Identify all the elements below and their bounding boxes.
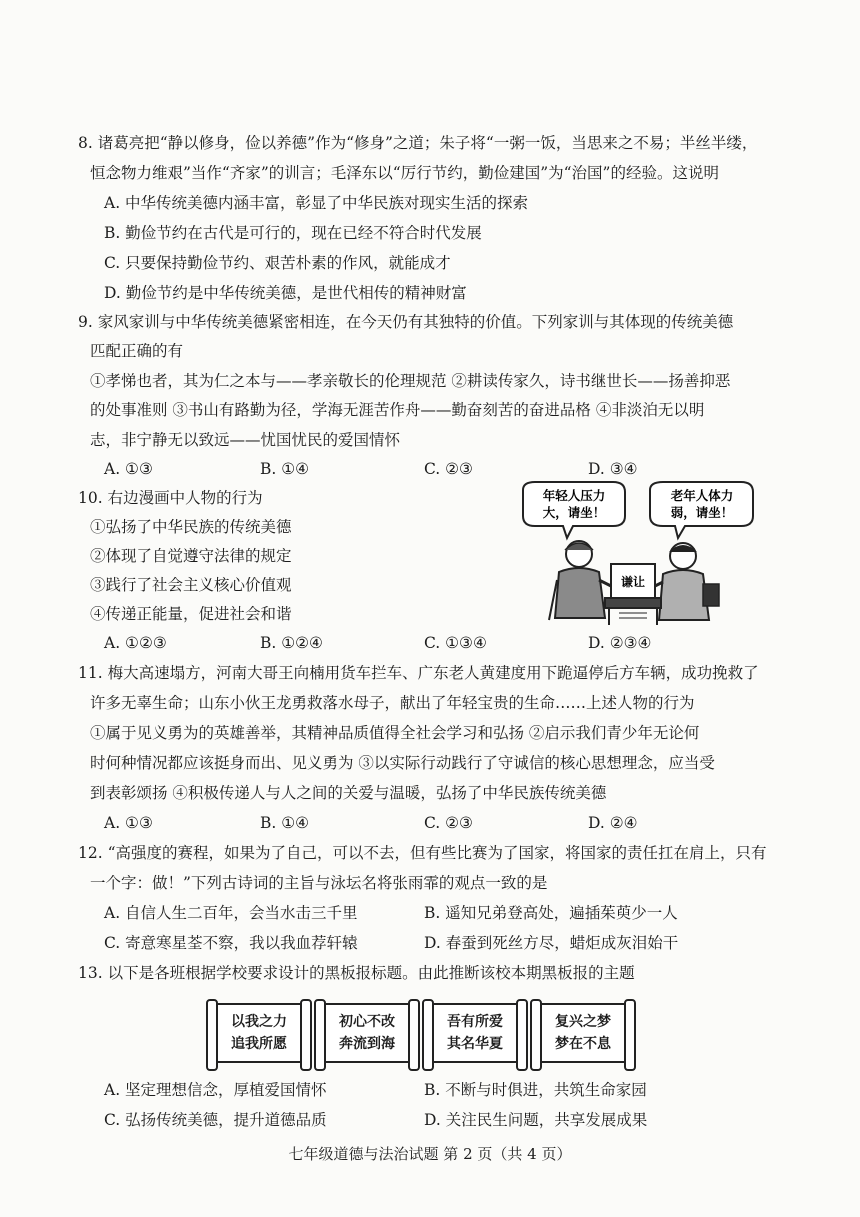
scroll-3-line-2: 其名华夏	[447, 1036, 503, 1052]
q12-option-b: B. 遥知兄弟登高处，遍插茱萸少一人	[424, 904, 678, 922]
blackboard-title-scroll-4	[537, 1003, 629, 1063]
page-footer: 七年级道德与法治试题 第 2 页（共 4 页）	[288, 1145, 572, 1163]
q12-option-a: A. 自信人生二百年，会当水击三千里	[104, 904, 358, 922]
q12-stem-line1: 12. “高强度的赛程，如果为了自己，可以不去，但有些比赛为了国家，将国家的责任扛在肩上，只有	[78, 844, 767, 862]
q9-item-line2: 的处事准则 ③书山有路勤为径，学海无涯苦作舟——勤奋刻苦的奋进品格 ④非淡泊无以明	[90, 401, 705, 419]
q8-stem-line2: 恒念物力维艰”当作“齐家”的训言；毛泽东以“厉行节约，勤俭建国”为“治国”的经验。这说明	[90, 164, 719, 182]
q10-option-b: B. ①②④	[260, 634, 323, 652]
scroll-4-line-2: 梦在不息	[555, 1036, 611, 1052]
q9-stem-line2: 匹配正确的有	[90, 342, 184, 360]
bubble-left-text: 年轻人压力大，请坐！	[542, 488, 606, 520]
seat-icon	[605, 564, 661, 625]
q13-option-b: B. 不断与时俱进，共筑生命家园	[424, 1081, 647, 1099]
q9-item-line1: ①孝悌也者，其为仁之本与——孝亲敬长的伦理规范 ②耕读传家久，诗书继世长——扬善抑恶	[90, 372, 731, 390]
q9-option-a: A. ①③	[104, 460, 153, 478]
q10-item-1: ①弘扬了中华民族的传统美德	[90, 518, 292, 536]
q13-option-a: A. 坚定理想信念，厚植爱国情怀	[104, 1081, 327, 1099]
q10-option-a: A. ①②③	[104, 634, 167, 652]
q11-stem-line2: 许多无辜生命；山东小伙王龙勇救落水母子，献出了年轻宝贵的生命……上述人物的行为	[90, 694, 695, 712]
q13-option-c: C. 弘扬传统美德，提升道德品质	[104, 1111, 327, 1129]
q13-option-d: D. 关注民生问题，共享发展成果	[424, 1111, 648, 1129]
blackboard-title-scroll-1	[213, 1003, 305, 1063]
q11-option-d: D. ②④	[588, 814, 638, 832]
q12-option-c: C. 寄意寒星荃不察，我以我血荐轩辕	[104, 934, 358, 952]
q8-stem-line1: 8. 诸葛亮把“静以修身，俭以养德”作为“修身”之道；朱子将“一粥一饭，当思来之不易；半丝半缕，	[78, 134, 758, 152]
cartoon-illustration	[515, 480, 765, 630]
q10-option-d: D. ②③④	[588, 634, 652, 652]
q12-option-d: D. 春蚕到死丝方尽，蜡炬成灰泪始干	[424, 934, 679, 952]
q11-item-line1: ①属于见义勇为的英雄善举，其精神品质值得全社会学习和弘扬 ②启示我们青少年无论何	[90, 724, 700, 742]
bubble-right-text: 老年人体力弱，请坐！	[670, 488, 734, 520]
scroll-2-line-2: 奔流到海	[339, 1036, 395, 1052]
q12-stem-line2: 一个字：做！”下列古诗词的主旨与泳坛名将张雨霏的观点一致的是	[90, 874, 548, 892]
q8-option-a: A. 中华传统美德内涵丰富，彰显了中华民族对现实生活的探索	[104, 194, 529, 212]
scroll-1-line-2: 追我所愿	[231, 1036, 287, 1052]
blackboard-title-scroll-2	[321, 1003, 413, 1063]
scroll-4-line-1: 复兴之梦	[555, 1014, 611, 1030]
scroll-1-line-1: 以我之力	[231, 1014, 287, 1030]
q11-option-b: B. ①④	[260, 814, 310, 832]
q11-option-a: A. ①③	[104, 814, 153, 832]
q13-stem: 13. 以下是各班根据学校要求设计的黑板报标题。由此推断该校本期黑板报的主题	[78, 964, 635, 982]
q10-option-c: C. ①③④	[424, 634, 487, 652]
q9-item-line3: 志，非宁静无以致远——忧国忧民的爱国情怀	[90, 431, 401, 449]
q9-option-d: D. ③④	[588, 460, 638, 478]
blackboard-title-scroll-3	[429, 1003, 521, 1063]
q8-option-b: B. 勤俭节约在古代是可行的，现在已经不符合时代发展	[104, 224, 482, 242]
scroll-3-line-1: 吾有所爱	[447, 1014, 503, 1030]
q9-stem-line1: 9. 家风家训与中华传统美德紧密相连，在今天仍有其独特的价值。下列家训与其体现的传统美德	[78, 313, 734, 331]
q9-option-c: C. ②③	[424, 460, 473, 478]
seat-sign-text: 谦让	[620, 575, 646, 589]
q10-stem: 10. 右边漫画中人物的行为	[78, 489, 263, 507]
q11-option-c: C. ②③	[424, 814, 473, 832]
q11-item-line3: 到表彰颂扬 ④积极传递人与人之间的关爱与温暖，弘扬了中华民族传统美德	[90, 784, 607, 802]
q8-option-d: D. 勤俭节约是中华传统美德，是世代相传的精神财富	[104, 284, 467, 302]
q10-item-2: ②体现了自觉遵守法律的规定	[90, 547, 292, 565]
q11-item-line2: 时何种情况都应该挺身而出、见义勇为 ③以实际行动践行了守诚信的核心思想理念，应当受	[90, 754, 715, 772]
scroll-2-line-1: 初心不改	[339, 1014, 395, 1030]
q9-option-b: B. ①④	[260, 460, 310, 478]
q11-stem-line1: 11. 梅大高速塌方，河南大哥王向楠用货车拦车、广东老人黄建度用下跪逼停后方车辆，成功挽救了	[78, 664, 759, 682]
q8-option-c: C. 只要保持勤俭节约、艰苦朴素的作风，就能成才	[104, 254, 451, 272]
q10-item-3: ③践行了社会主义核心价值观	[90, 576, 292, 594]
q10-item-4: ④传递正能量，促进社会和谐	[90, 605, 292, 623]
